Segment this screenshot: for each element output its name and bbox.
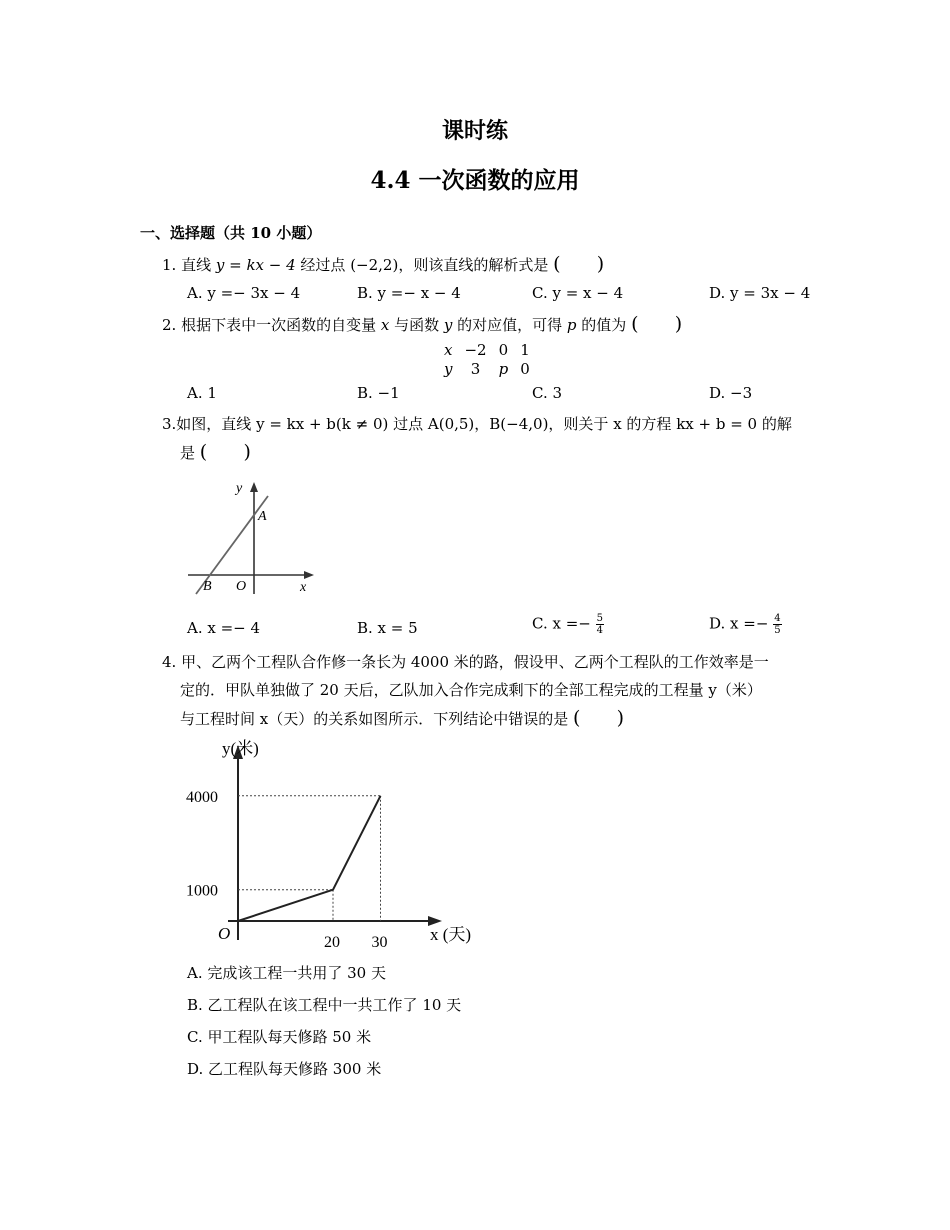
y-axis-arrow: [250, 482, 258, 492]
answer-blank: ( ): [199, 441, 251, 463]
lesson-title: 4.4 一次函数的应用: [370, 167, 580, 194]
table-row: [438, 340, 536, 359]
question-1-text: ，则该直线的解析式是: [398, 256, 549, 274]
table-cell: −2: [464, 340, 487, 359]
line-graph-figure: [186, 476, 326, 596]
y-axis-label: y(米): [222, 739, 259, 758]
option-d: D. −3: [709, 384, 753, 402]
table-row: [438, 359, 536, 378]
question-2-text: 2. 根据下表中一次函数的自变量: [162, 316, 381, 334]
math-var: p: [566, 316, 577, 334]
question-2-text: 与函数: [389, 316, 444, 334]
question-1-equation: y = kx − 4: [215, 256, 296, 274]
question-4-line-3: [162, 704, 822, 733]
fraction-numerator: 5: [596, 613, 603, 624]
option-b: B. −1: [357, 384, 400, 402]
option-a: A. 1: [187, 384, 217, 402]
fraction-denominator: 5: [774, 625, 781, 636]
option-d: [709, 613, 782, 636]
fraction-denominator: 4: [596, 625, 603, 636]
option-d: D. y = 3x − 4: [709, 284, 811, 302]
math-var: x: [380, 316, 390, 334]
table-cell: 0: [498, 340, 509, 359]
question-1-text: 1. 直线: [162, 256, 216, 274]
y-tick-label: 1000: [186, 882, 218, 900]
point-b-label: B: [203, 579, 212, 594]
x-axis-label: x (天): [430, 925, 472, 944]
question-2-stem: [162, 310, 682, 339]
question-3-line-1: 3.如图，直线 y = kx + b(k ≠ 0) 过点 A(0,5)，B(−4,0)，则关于 x 的方程 kx + b = 0 的解: [162, 415, 792, 433]
answer-blank: ( ): [573, 707, 625, 729]
y-axis-label: y: [236, 481, 243, 496]
table-cell: 0: [520, 359, 530, 378]
x-axis-arrow: [304, 571, 314, 579]
table-cell: y: [444, 359, 453, 378]
question-1-point: (−2,2): [350, 256, 399, 274]
option-d: D. 乙工程队每天修路 300 米: [187, 1060, 382, 1078]
question-3-text: 是: [180, 444, 196, 462]
option-c: C. 甲工程队每天修路 50 米: [187, 1028, 372, 1046]
origin-label: O: [236, 579, 247, 594]
fraction: [773, 613, 781, 636]
question-2-text: 的值为: [576, 316, 627, 334]
answer-blank: ( ): [553, 253, 605, 275]
option-a: A. x =− 4: [187, 619, 261, 637]
section-heading: 一、选择题（共 10 小题）: [140, 224, 322, 242]
table-cell: 3: [470, 359, 481, 378]
table-cell: 1: [520, 340, 530, 359]
question-4-line-1: 4. 甲、乙两个工程队合作修一条长为 4000 米的路，假设甲、乙两个工程队的工作效率是一: [162, 653, 769, 671]
fraction: [596, 613, 604, 636]
option-c: C. 3: [532, 384, 563, 402]
option-c: C. y = x − 4: [532, 284, 624, 302]
option-b: B. x = 5: [357, 619, 418, 637]
question-1-stem: [162, 250, 604, 279]
option-d-text: D. x =−: [709, 614, 769, 633]
origin-label: O: [218, 924, 231, 943]
answer-blank: ( ): [631, 313, 683, 335]
series-line: [238, 796, 381, 921]
question-4-stem: [162, 648, 822, 733]
table-cell: p: [498, 359, 509, 378]
question-4-line-2: 定的．甲队单独做了 20 天后，乙队加入合作完成剩下的全部工程完成的工程量 y（米）: [180, 681, 762, 699]
fraction-numerator: 4: [774, 613, 781, 624]
question-3-stem: [162, 410, 822, 467]
work-progress-chart: [180, 735, 490, 955]
question-2-text: 的对应值，可得: [452, 316, 567, 334]
page-title: 课时练: [441, 118, 508, 144]
point-a-label: A: [258, 509, 267, 524]
value-table: [438, 340, 536, 378]
question-1-text: 经过点: [295, 256, 351, 274]
option-c-text: C. x =−: [532, 614, 591, 633]
table-cell: x: [444, 340, 453, 359]
question-4-text: 与工程时间 x（天）的关系如图所示．下列结论中错误的是: [180, 710, 569, 728]
option-a: A. 完成该工程一共用了 30 天: [187, 964, 386, 982]
option-c: [532, 613, 604, 636]
option-b: B. y =− x − 4: [357, 284, 461, 302]
option-b: B. 乙工程队在该工程中一共工作了 10 天: [187, 996, 462, 1014]
math-var: y: [443, 316, 453, 334]
x-tick-label: 20: [324, 934, 340, 951]
x-axis-label: x: [300, 580, 307, 595]
x-tick-label: 30: [371, 934, 388, 951]
option-a: A. y =− 3x − 4: [187, 284, 301, 302]
y-tick-label: 4000: [186, 788, 218, 806]
question-3-line-2: [162, 438, 822, 467]
